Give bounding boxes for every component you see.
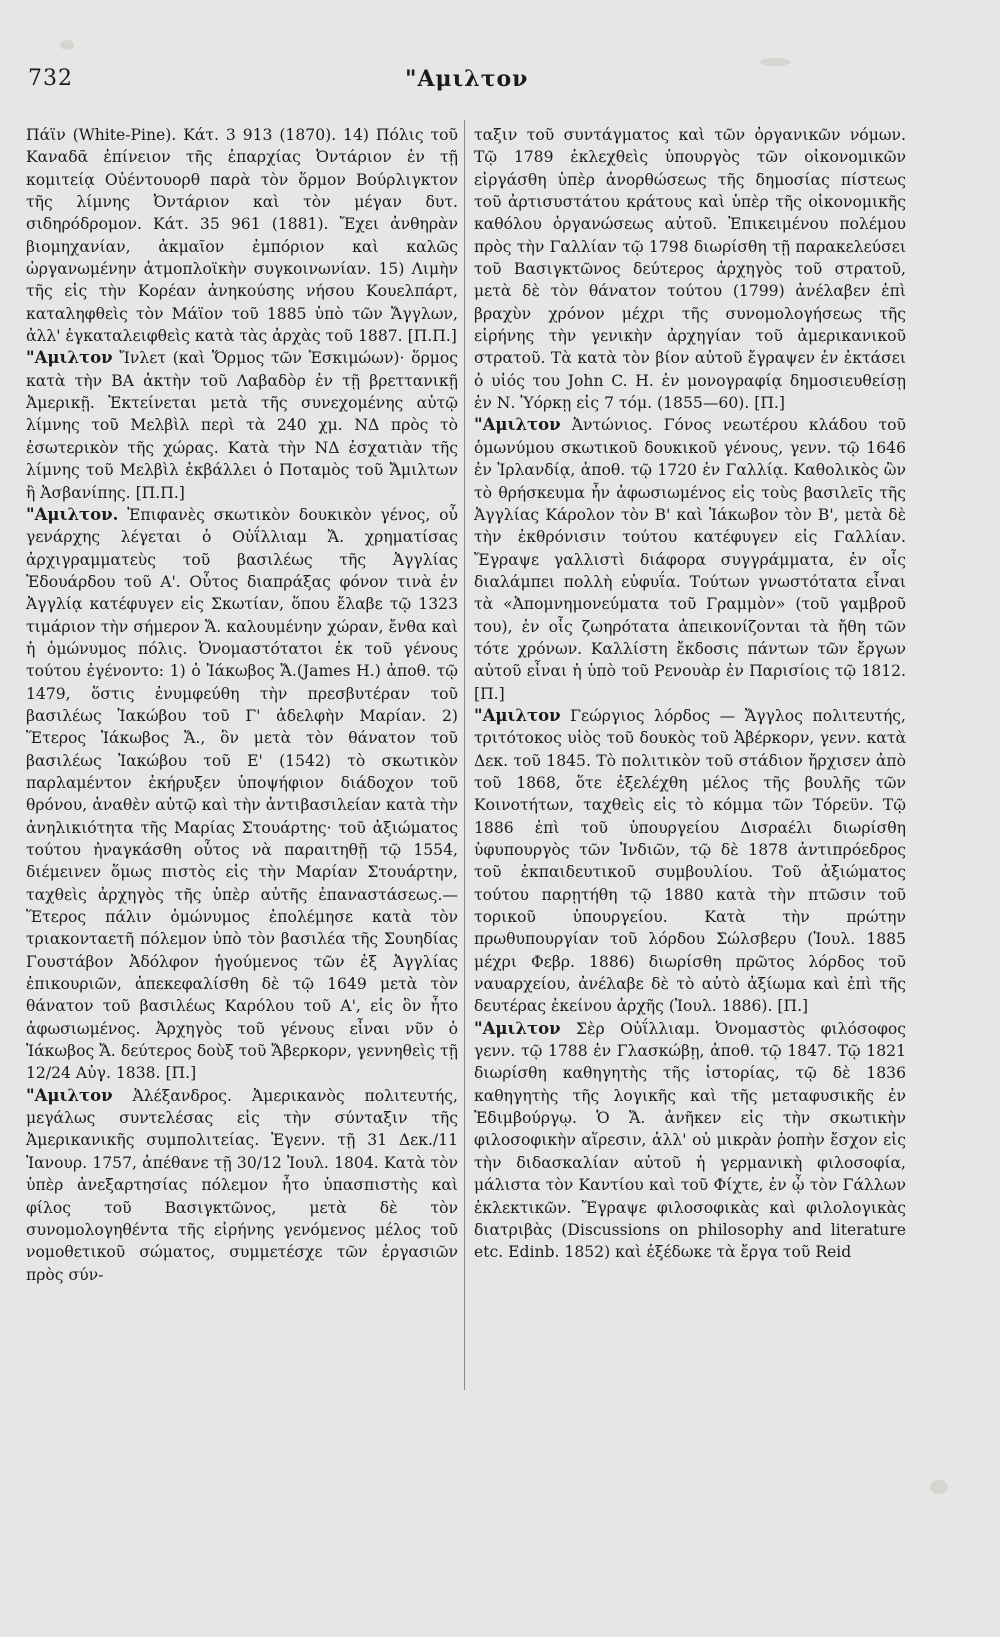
left-column (26, 124, 458, 1286)
paper-spot (60, 40, 74, 50)
right-column (474, 124, 906, 1264)
column-divider (464, 120, 465, 1390)
entry-text: Ἀλέξανδρος. Ἀμερικανὸς πολιτευτής, μεγάλως συντελέσας εἰς τὴν σύνταξιν τῆς Ἀμερικανικῆς συμπολιτείας. Ἐγενν. τῇ 31 Δεκ./11 Ἰανουρ. 1757, ἀπέθανε τῇ 30/12 Ἰουλ. 1804. Κατὰ τὸν ὑπὲρ ἀνεξαρτησίας πόλεμον ἦτο ὑπασπιστὴς καὶ φίλος τοῦ Βασιγκτῶνος, μετὰ δὲ τὸν συνομολογηθέντα τῆς εἰρήνης γενόμενος μέλος τοῦ νομοθετικοῦ σώματος, συμμετέσχε τῶν ἐργασιῶν πρὸς σύν- (26, 1086, 458, 1284)
entry-headword: "Αμιλτον (26, 348, 113, 368)
paper-spot (930, 1480, 948, 1494)
entry-text: ταξιν τοῦ συντάγματος καὶ τῶν ὀργανικῶν νόμων. Τῷ 1789 ἐκλεχθεὶς ὑπουργὸς τῶν οἰκονομικῶν εἰργάσθη ὑπὲρ ἀνορθώσεως τῆς δημοσίας πίστεως τοῦ ἀρτισυστάτου κράτους καὶ ὑπὲρ τῆς οἰκονομικῆς καθόλου ὀργανώσεως αὐτοῦ. Ἐπικειμένου πολέμου πρὸς τὴν Γαλλίαν τῷ 1798 διωρίσθη τῇ παρακελεύσει τοῦ Βασιγκτῶνος δεύτερος ἀρχηγὸς τοῦ στρατοῦ, μετὰ δὲ τὸν θάνατον τούτου (1799) ἀνέλαβεν ἐπὶ βραχὺν χρόνον μέχρι τῆς συνομολογήσεως τῆς εἰρήνης τὴν γενικὴν ἀρχηγίαν τοῦ ἀμερικανικοῦ στρατοῦ. Τὰ κατὰ τὸν βίον αὐτοῦ ἔγραψεν ἐν ἐκτάσει ὁ υἱός του John C. H. ἐν μονογραφίᾳ δημοσιευθείσῃ ἐν Ν. Ὑόρκῃ εἰς 7 τόμ. (1855—60). [Π.] (474, 126, 906, 413)
entry-text: Πάϊν (White-Pine). Κάτ. 3 913 (1870). 14) Πόλις τοῦ Καναδᾶ ἐπίνειον τῆς ἐπαρχίας Ὀντάριον ἐν τῇ κομιτείᾳ Οὐέντουορθ παρὰ τὸν ὅρμον Βούρλιγκτον τῆς λίμνης Ὀντάριον καὶ τὸν μέγαν δυτ. σιδηρόδρομον. Κάτ. 35 961 (1881). Ἔχει ἀνθηρὰν βιομηχανίαν, ἀκμαῖον ἐμπόριον καὶ καλῶς ὠργανωμένην ἀτμοπλοϊκὴν συγκοινωνίαν. 15) Λιμὴν τῆς εἰς τὴν Κορέαν ἀνηκούσης νήσου Κουελπάρτ, καταληφθεὶς τὸν Μάϊον τοῦ 1885 ὑπὸ τῶν Ἄγγλων, ἀλλ' ἐγκαταλειφθεὶς κατὰ τὰς ἀρχὰς τοῦ 1887. [Π.Π.] (26, 126, 458, 346)
page-number: 732 (28, 66, 73, 91)
entry-hamilton-alexander (26, 1085, 458, 1286)
entry-hamilton-george (474, 705, 906, 1018)
entry-headword: "Αμιλτον (474, 415, 561, 435)
entry-text: Γεώργιος λόρδος — Ἄγγλος πολιτευτής, τριτότοκος υἱὸς τοῦ δουκὸς τοῦ Ἀβέρκορν, γενν. κατὰ Δεκ. τοῦ 1845. Τὸ πολιτικὸν τοῦ στάδιον ἤρχισεν ἀπὸ τοῦ 1868, ὅτε ἐξελέχθη μέλος τῆς βουλῆς τῶν Κοινοτήτων, ταχθεὶς εἰς τὸ κόμμα τῶν Τόρεϋν. Τῷ 1886 ἐπὶ τοῦ ὑπουργείου Δισραέλι διωρίσθη ὑφυπουργὸς τῶν Ἰνδιῶν, τῷ δὲ 1878 ἀντιπρόεδρος τοῦ ἐκπαιδευτικοῦ συμβουλίου. Τοῦ ἀξιώματος τούτου παρῃτήθη τῷ 1880 κατὰ τὴν πτῶσιν τοῦ τορικοῦ ὑπουργείου. Κατὰ τὴν πρώτην πρωθυπουργίαν τοῦ λόρδου Σώλσβερυ (Ἰουλ. 1885 μέχρι Φεβρ. 1886) διωρίσθη πρῶτος λόρδος τοῦ ναυαρχείου, ἀνέλαβε δὲ τὸ αὐτὸ ἀξίωμα καὶ ἐπὶ τῆς δευτέρας ἐκείνου ἀρχῆς (Ἰουλ. 1886). [Π.] (474, 706, 906, 1016)
running-head: "Αμιλτον (405, 66, 529, 92)
entry-headword: "Αμιλτον (474, 1018, 561, 1038)
entry-hamilton-inlet (26, 347, 458, 503)
entry-continuation (26, 124, 458, 347)
entry-hamilton-family (26, 504, 458, 1085)
entry-hamilton-william (474, 1018, 906, 1264)
entry-headword: "Αμιλτον (474, 705, 561, 725)
entry-text: Ἴνλετ (καὶ Ὅρμος τῶν Ἐσκιμώων)· ὅρμος κατὰ τὴν ΒΑ ἀκτὴν τοῦ Λαβαδὸρ ἐν τῇ βρεττανικῇ Ἀμερικῇ. Ἐκτείνεται μετὰ τῆς συνεχομένης αὐτῷ λίμνης τοῦ Μελβὶλ περὶ τὰ 240 χμ. ΝΔ πρὸς τὸ ἐσωτερικὸν τῆς χώρας. Κατὰ τὴν ΝΔ ἐσχατιὰν τῆς λίμνης τοῦ Μελβὶλ ἐκβάλλει ὁ Ποταμὸς τοῦ Ἄμιλτων ἢ Ἀσβανίπης. [Π.Π.] (26, 349, 458, 502)
entry-headword: "Αμιλτον. (26, 504, 119, 524)
entry-continuation (474, 124, 906, 414)
paper-spot (760, 58, 790, 66)
entry-text: Ἐπιφανὲς σκωτικὸν δουκικὸν γένος, οὗ γενάρχης λέγεται ὁ Οὐΐλλιαμ Ἄ. χρηματίσας ἀρχιγραμματεὺς τοῦ βασιλέως τῆς Ἀγγλίας Ἐδουάρδου τοῦ Α'. Οὗτος διαπράξας φόνον τινὰ ἐν Ἀγγλίᾳ κατέφυγεν εἰς Σκωτίαν, ὅπου ἔλαβε τῷ 1323 τιμάριον τὴν σήμερον Ἄ. καλουμένην χώραν, ἔνθα καὶ ἡ ὁμώνυμος πόλις. Ὀνομαστότατοι ἐκ τοῦ γένους τούτου ἐγένοντο: 1) ὁ Ἰάκωβος Ἄ.(James H.) ἀποθ. τῷ 1479, ὅστις ἐνυμφεύθη τὴν πρεσβυτέραν τοῦ βασιλέως Ἰακώβου τοῦ Γ' ἀδελφὴν Μαρίαν. 2) Ἕτερος Ἰάκωβος Ἄ., ὃν μετὰ τὸν θάνατον τοῦ βασιλέως Ἰακώβου τοῦ Ε' (1542) τὸ σκωτικὸν παρλαμέντον ἐκήρυξεν ὑποψήφιον διάδοχον τοῦ θρόνου, ἀναθὲν αὐτῷ καὶ τὴν ἀντιβασιλείαν κατὰ τὴν ἀνηλικιότητα τῆς Μαρίας Στουάρτης· τοῦ ἀξιώματος τούτου ἠναγκάσθη οὗτος νὰ παραιτηθῇ τῷ 1554, διέμεινεν ὅμως πιστὸς εἰς τὴν Μαρίαν Στουάρτην, ταχθεὶς ἀρχηγὸς τῆς ὑπὲρ αὐτῆς ἐπαναστάσεως.—Ἕτερος πάλιν ὁμώνυμος ἐπολέμησε κατὰ τὸν τριακονταετῆ πόλεμον ὑπὸ τὸν βασιλέα τῆς Σουηδίας Γουστάβον Ἀδόλφον ἡγούμενος τῶν ἐξ Ἀγγλίας ἐπικουριῶν, ἀπεκεφαλίσθη δὲ τῷ 1649 μετὰ τὸν θάνατον τοῦ βασιλέως Καρόλου τοῦ Α', εἰς ὃν ἦτο ἀφωσιωμένος. Ἀρχηγὸς τοῦ γένους εἶναι νῦν ὁ Ἰάκωβος Ἄ. δεύτερος δοὺξ τοῦ Ἄβερκορν, γεννηθεὶς τῇ 12/24 Αὐγ. 1838. [Π.] (26, 505, 458, 1083)
entry-hamilton-anthony (474, 414, 906, 704)
entry-headword: "Αμιλτον (26, 1085, 113, 1105)
entry-text: Ἀντώνιος. Γόνος νεωτέρου κλάδου τοῦ ὁμωνύμου σκωτικοῦ δουκικοῦ γένους, γενν. τῷ 1646 ἐν Ἰρλανδίᾳ, ἀποθ. τῷ 1720 ἐν Γαλλίᾳ. Καθολικὸς ὢν τὸ θρήσκευμα ἦν ἀφωσιωμένος εἰς τοὺς βασιλεῖς τῆς Ἀγγλίας Κάρολον τὸν Β' καὶ Ἰάκωβον τὸν Β', μετὰ δὲ τὴν ἐκθρόνισιν τούτου κατέφυγεν εἰς Γαλλίαν. Ἔγραψε γαλλιστὶ διάφορα συγγράμματα, ἐν οἷς διαλάμπει πολλὴ εὐφυΐα. Τούτων γνωστότατα εἶναι τὰ «Ἀπομνημονεύματα τοῦ Γραμμὸν» (τοῦ γαμβροῦ του), ἐν οἷς ζωηρότατα ἀπεικονίζονται τὰ ἤθη τῶν τότε χρόνων. Καλλίστη ἔκδοσις πάντων τῶν ἔργων αὐτοῦ εἶναι ἡ ὑπὸ τοῦ Ρενουὰρ ἐν Παρισίοις τῷ 1812. [Π.] (474, 416, 906, 703)
entry-text: Σὲρ Οὐΐλλιαμ. Ὀνομαστὸς φιλόσοφος γενν. τῷ 1788 ἐν Γλασκώβῃ, ἀποθ. τῷ 1847. Τῷ 1821 διωρίσθη καθηγητὴς τῆς ἱστορίας, τῷ δὲ 1836 καθηγητὴς τῆς λογικῆς καὶ τῆς μεταφυσικῆς ἐν Ἐδιμβούργῳ. Ὁ Ἄ. ἀνῆκεν εἰς τὴν σκωτικὴν φιλοσοφικὴν αἵρεσιν, ἀλλ' οὐ μικρὰν ῥοπὴν ἔσχον εἰς τὴν διδασκαλίαν αὐτοῦ ἡ γερμανικὴ φιλοσοφία, μάλιστα τὸν Καντίου καὶ τοῦ Φίχτε, ἐν ᾧ τὸν Γάλλων ἐκλεκτικῶν. Ἔγραψε φιλοσοφικὰς καὶ φιλολογικὰς διατριβὰς (Discussions on philosophy and literature etc. Edinb. 1852) καὶ ἐξέδωκε τὰ ἔργα τοῦ Reid (474, 1019, 906, 1262)
